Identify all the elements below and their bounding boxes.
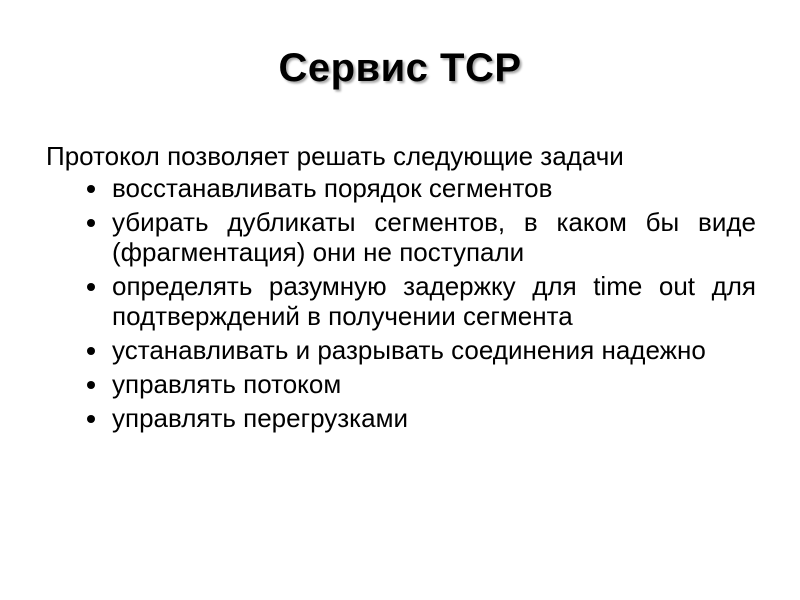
bullet-dot-icon: [87, 415, 95, 423]
list-item-text: определять разумную задержку для time out для подтверждений в получении сегмента: [112, 271, 756, 331]
list-item: [46, 207, 756, 267]
bullet-dot-icon: [87, 283, 95, 291]
list-item-text: убирать дубликаты сегментов, в каком бы виде (фрагментация) они не поступали: [112, 207, 756, 267]
list-item-text: устанавливать и разрывать соединения надежно: [112, 335, 706, 365]
bullet-dot-icon: [87, 381, 95, 389]
bullet-dot-icon: [87, 185, 95, 193]
intro-text: Протокол позволяет решать следующие задачи: [46, 141, 624, 171]
slide-title: Сервис TCP: [278, 46, 522, 90]
bullet-list: [46, 173, 756, 433]
list-item-text: восстанавливать порядок сегментов: [112, 173, 553, 203]
list-item: [46, 369, 756, 399]
list-item: [46, 173, 756, 203]
list-item: [46, 403, 756, 433]
list-item: [46, 335, 756, 365]
bullet-dot-icon: [87, 219, 95, 227]
list-item: [46, 271, 756, 331]
list-item-text: управлять потоком: [112, 369, 342, 399]
slide-content: [46, 141, 756, 437]
list-item-text: управлять перегрузками: [112, 403, 408, 433]
bullet-dot-icon: [87, 347, 95, 355]
